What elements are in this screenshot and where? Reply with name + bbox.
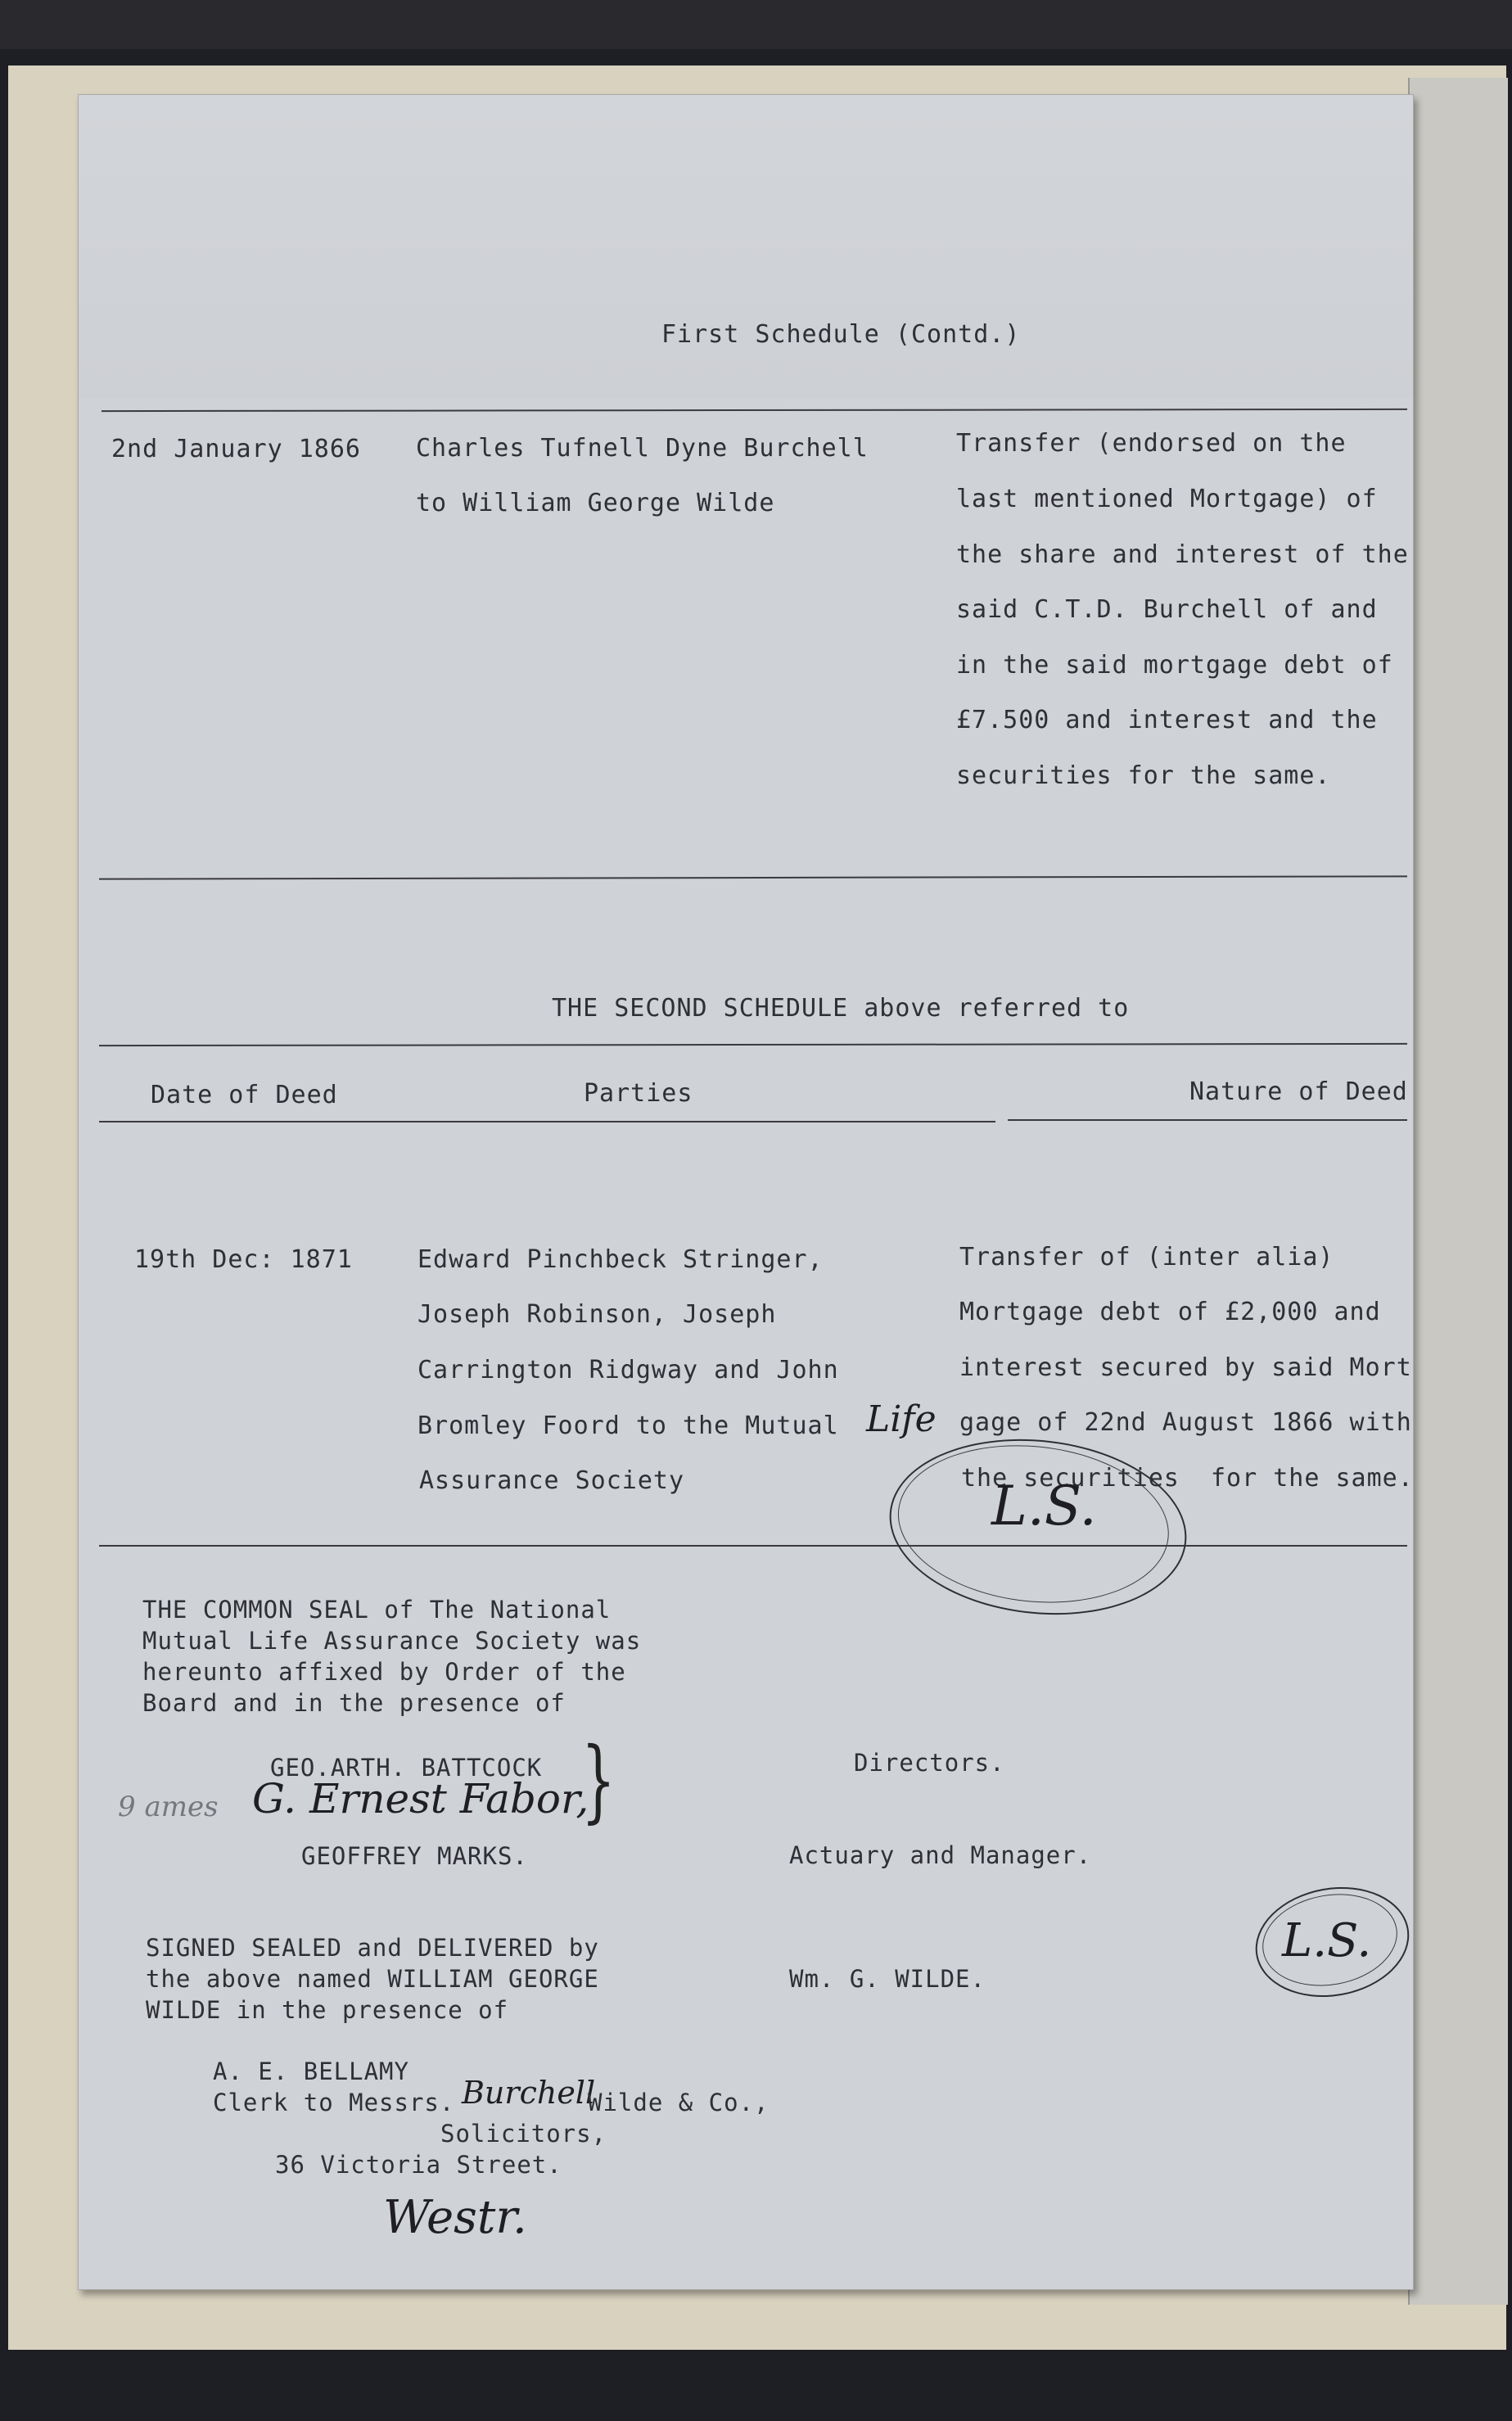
handwritten-insert-burchell: Burchell bbox=[462, 2075, 596, 2111]
first-entry-nature-4: said C.T.D. Burchell of and bbox=[956, 595, 1378, 624]
second-entry-nature-3: interest secured by said Mort bbox=[959, 1353, 1412, 1382]
rule-second-header-bottom-right bbox=[1008, 1119, 1407, 1121]
second-entry-date: 19th Dec: 1871 bbox=[134, 1245, 353, 1274]
society-attestation-1: THE COMMON SEAL of The National bbox=[142, 1596, 612, 1624]
signature-g-ernest-fabor: G. Ernest Fabor, bbox=[252, 1775, 589, 1823]
first-schedule-heading: First Schedule (Contd.) bbox=[661, 320, 1021, 349]
witness-line-2: Solicitors, bbox=[440, 2120, 607, 2148]
second-entry-nature-2: Mortgage debt of £2,000 and bbox=[959, 1298, 1381, 1326]
society-attestation-3: hereunto affixed by Order of the bbox=[142, 1658, 626, 1686]
second-entry-parties-5: Assurance Society bbox=[419, 1466, 685, 1495]
witness-line-3: 36 Victoria Street. bbox=[275, 2151, 562, 2179]
second-entry-nature-5: the securities for the same. bbox=[961, 1464, 1414, 1493]
director-battcock: GEO.ARTH. BATTCOCK bbox=[270, 1754, 543, 1782]
manager-name: GEOFFREY MARKS. bbox=[301, 1842, 528, 1870]
second-entry-nature-4: gage of 22nd August 1866 with bbox=[959, 1408, 1412, 1437]
directors-label: Directors. bbox=[854, 1749, 1005, 1777]
rule-first-end bbox=[99, 875, 1407, 879]
first-entry-nature-7: securities for the same. bbox=[956, 761, 1331, 790]
seal-ls-mark: L.S. bbox=[991, 1475, 1097, 1538]
directors-brace: } bbox=[581, 1728, 616, 1832]
first-entry-date: 2nd January 1866 bbox=[111, 435, 361, 463]
society-attestation-4: Board and in the presence of bbox=[142, 1689, 566, 1717]
rule-second-end bbox=[99, 1545, 1407, 1547]
rule-top bbox=[102, 409, 1407, 412]
column-parties: Parties bbox=[584, 1079, 693, 1108]
second-schedule-heading: THE SECOND SCHEDULE above referred to bbox=[552, 994, 1130, 1023]
second-entry-parties-3: Carrington Ridgway and John bbox=[417, 1356, 839, 1384]
second-entry-nature-1: Transfer of (inter alia) bbox=[959, 1243, 1334, 1271]
society-attestation-2: Mutual Life Assurance Society was bbox=[142, 1627, 642, 1655]
first-entry-nature-1: Transfer (endorsed on the bbox=[956, 429, 1347, 458]
first-entry-nature-3: the share and interest of the bbox=[956, 540, 1409, 569]
witness-name: A. E. BELLAMY bbox=[213, 2057, 409, 2085]
witness-line-1-prefix: Clerk to Messrs. bbox=[213, 2089, 455, 2116]
wilde-attestation-2: the above named WILLIAM GEORGE bbox=[146, 1965, 599, 1993]
first-entry-nature-6: £7.500 and interest and the bbox=[956, 706, 1378, 734]
witness-line-1-suffix: Wilde & Co., bbox=[588, 2089, 770, 2116]
handwritten-insert-life: Life bbox=[866, 1398, 937, 1440]
next-page-edge bbox=[1408, 78, 1508, 2305]
column-date-of-deed: Date of Deed bbox=[151, 1081, 338, 1109]
column-nature-of-deed: Nature of Deed bbox=[1189, 1077, 1408, 1106]
margin-pencil-note: 9 ames bbox=[118, 1791, 219, 1823]
first-entry-nature-5: in the said mortgage debt of bbox=[956, 651, 1393, 680]
first-entry-nature-2: last mentioned Mortgage) of bbox=[956, 485, 1378, 513]
document-page bbox=[78, 94, 1414, 2290]
second-entry-parties-2: Joseph Robinson, Joseph bbox=[417, 1300, 777, 1329]
second-entry-parties-4: Bromley Foord to the Mutual bbox=[417, 1411, 839, 1440]
rule-second-header-bottom-left bbox=[99, 1121, 995, 1122]
page-top-shade bbox=[79, 95, 1413, 398]
first-entry-parties-1: Charles Tufnell Dyne Burchell bbox=[416, 434, 869, 463]
second-entry-parties-1: Edward Pinchbeck Stringer, bbox=[417, 1245, 824, 1274]
wilde-seal-ls-mark: L.S. bbox=[1282, 1914, 1372, 1967]
wilde-attestation-1: SIGNED SEALED and DELIVERED by bbox=[146, 1934, 599, 1962]
handwritten-westr: Westr. bbox=[383, 2191, 527, 2244]
first-entry-parties-2: to William George Wilde bbox=[416, 489, 775, 517]
wilde-signatory: Wm. G. WILDE. bbox=[789, 1965, 986, 1993]
wilde-attestation-3: WILDE in the presence of bbox=[146, 1996, 509, 2024]
manager-title: Actuary and Manager. bbox=[789, 1841, 1092, 1869]
rule-second-header-top bbox=[99, 1043, 1407, 1046]
